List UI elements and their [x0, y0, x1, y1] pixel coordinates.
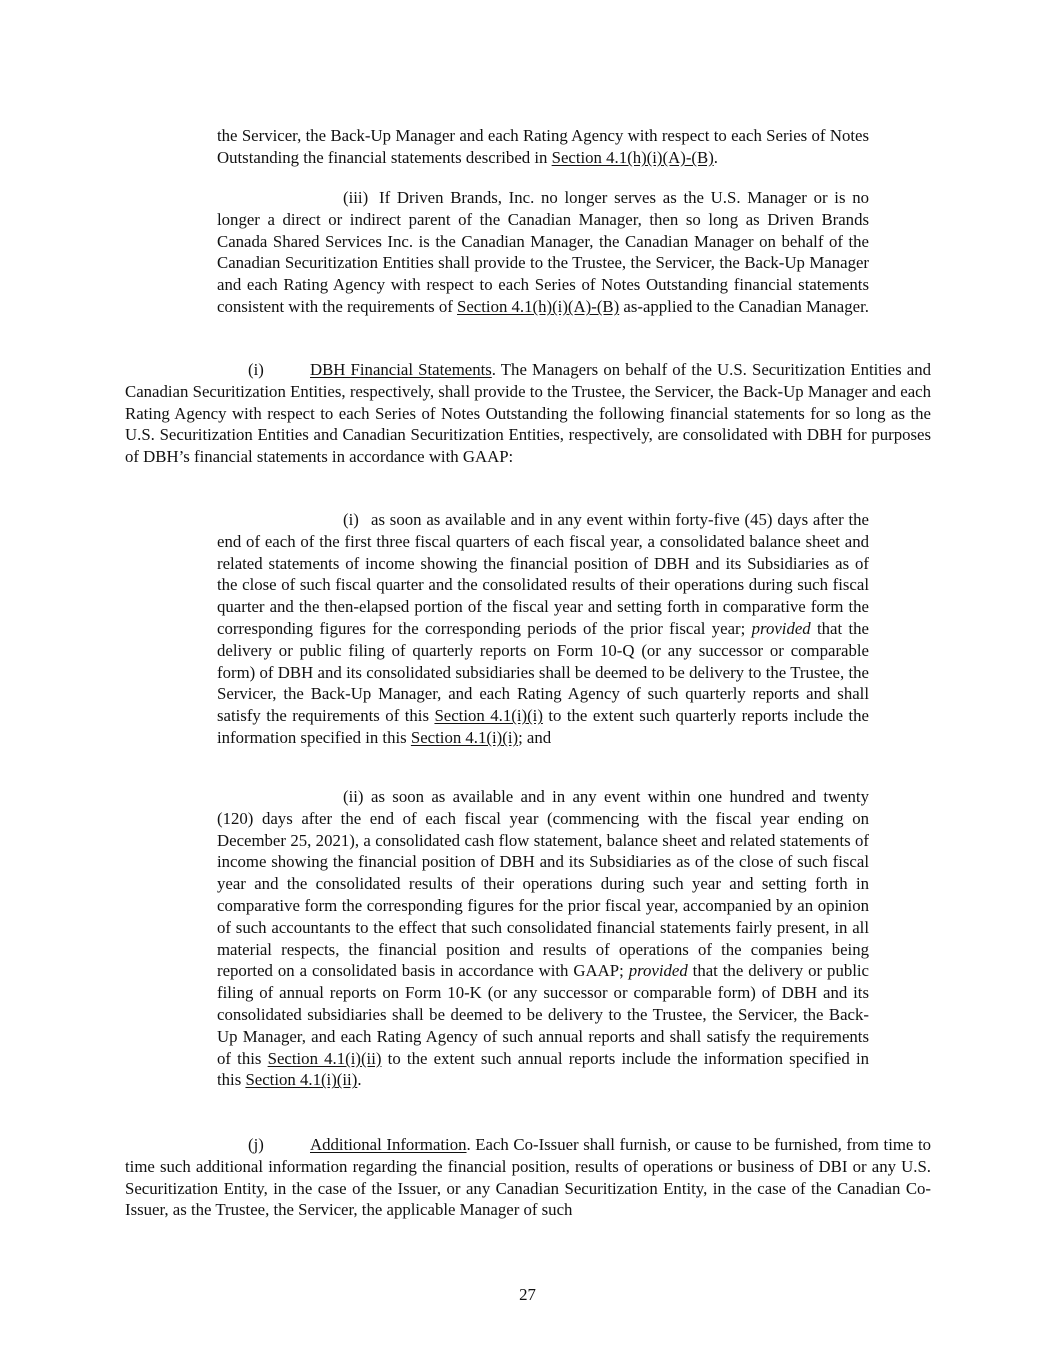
subparagraph-ii — [217, 786, 869, 1091]
subparagraph-i — [217, 509, 869, 749]
paragraph-label: (j) — [248, 1135, 264, 1154]
paragraph-text: as-applied to the Canadian Manager. — [619, 296, 869, 316]
paragraph-j-additional-information — [125, 1134, 931, 1221]
paragraph-text: . — [357, 1070, 362, 1090]
paragraph-text: to the extent such quarterly reports include the information specified in this — [217, 706, 869, 747]
paragraph-continuation — [217, 125, 869, 169]
provided-term: provided — [751, 618, 811, 638]
section-heading: Additional Information — [310, 1135, 467, 1154]
paragraph-text: . — [713, 147, 718, 167]
section-reference: Section 4.1(i)(i) — [434, 706, 543, 726]
paragraph-text: that the delivery or public filing of annual reports on Form 10-K (or any successor or comparable form) of DBH and its consolidated subsidiaries shall be deemed to be delivery to the Trustee, the Servicer, the Back-Up Manager, and each Rating Agency of such annual reports and shall satisfy the requirements of this — [217, 961, 869, 1068]
paragraph-text: as soon as available and in any event within one hundred and twenty (120) days after the end of each fiscal year (commencing with the fiscal year ending on December 25, 2021), a consolidated cash flow statement, balance sheet and related statements of income showing the financial position of DBH and its Subsidiaries as of the close of such fiscal year and the consolidated results of their operations during such year and setting forth in comparative form the corresponding figures for the prior fiscal year, accompanied by an opinion of such accountants to the effect that such consolidated financial statements fairly present, in all material respects, the financial position and results of operations of the companies being reported on a consolidated basis in accordance with GAAP; — [217, 787, 869, 981]
paragraph-label: (i) — [343, 510, 359, 529]
paragraph-text: to the extent such annual reports include the information specified in this — [217, 1048, 870, 1090]
page-number: 27 — [519, 1285, 536, 1304]
paragraph-text: . Each Co-Issuer shall furnish, or cause to be furnished, from time to time such additional information regarding the financial position, results of operations or business of DBI or any U.S. Securitization Entity, in the case of the Issuer, or any Canadian Securitization Entity, in the case of the Canadian Co-Issuer, as the Trustee, the Servicer, the applicable Manager of such — [125, 1135, 931, 1220]
paragraph-label: (iii) — [343, 188, 369, 207]
paragraph-text: as soon as available and in any event within forty-five (45) days after the end of each of the first three fiscal quarters of each fiscal year, a consolidated balance sheet and related statements of income showing the financial position of DBH and its Subsidiaries as of the close of such fiscal quarter and the consolidated results of their operations during such fiscal quarter and the then-elapsed portion of the fiscal year and setting forth in comparative form the corresponding figures for the corresponding periods of the prior fiscal year; — [217, 510, 869, 638]
paragraph-text: ; and — [518, 727, 552, 747]
section-reference: Section 4.1(h)(i)(A)-(B) — [551, 147, 714, 167]
section-reference: Section 4.1(i)(ii) — [245, 1070, 358, 1090]
paragraph-label: (i) — [248, 360, 264, 379]
paragraph-iii — [217, 187, 869, 318]
section-reference: Section 4.1(h)(i)(A)-(B) — [457, 296, 620, 316]
paragraph-label: (ii) — [343, 787, 364, 806]
section-reference: Section 4.1(i)(ii) — [267, 1048, 382, 1068]
section-reference: Section 4.1(i)(i) — [410, 727, 519, 747]
provided-term: provided — [628, 961, 688, 981]
paragraph-text: that the delivery or public filing of quarterly reports on Form 10-Q (or any successor or comparable form) of DBH and its consolidated subsidiaries shall be deemed to be delivery to the Trustee, the Servicer, the Back-Up Manager, and each Rating Agency of such quarterly reports and shall satisfy the requirements of this — [217, 618, 869, 726]
section-heading: DBH Financial Statements — [310, 360, 492, 379]
paragraph-text: the Servicer, the Back-Up Manager and each Rating Agency with respect to each Series of Notes Outstanding the financial statements described in — [217, 126, 869, 167]
paragraph-text: If Driven Brands, Inc. no longer serves as the U.S. Manager or is no longer a direct or indirect parent of the Canadian Manager, then so long as Driven Brands Canada Shared Services Inc. is the Canadian Manager, the Canadian Manager on behalf of the Canadian Securitization Entities shall provide to the Trustee, the Servicer, the Back-Up Manager and each Rating Agency with respect to each Series of Notes Outstanding financial statements consistent with the requirements of — [217, 188, 869, 316]
paragraph-i-dbh-financial-statements — [125, 359, 931, 468]
paragraph-text: . The Managers on behalf of the U.S. Securitization Entities and Canadian Securitization Entities, respectively, shall provide to the Trustee, the Servicer, the Back-Up Manager and each Rating Agency with respect to each Series of Notes Outstanding the following financial statements for so long as the U.S. Securitization Entities and Canadian Securitization Entities, respectively, are consolidated with DBH for purposes of DBH’s financial statements in accordance with GAAP: — [125, 360, 931, 467]
